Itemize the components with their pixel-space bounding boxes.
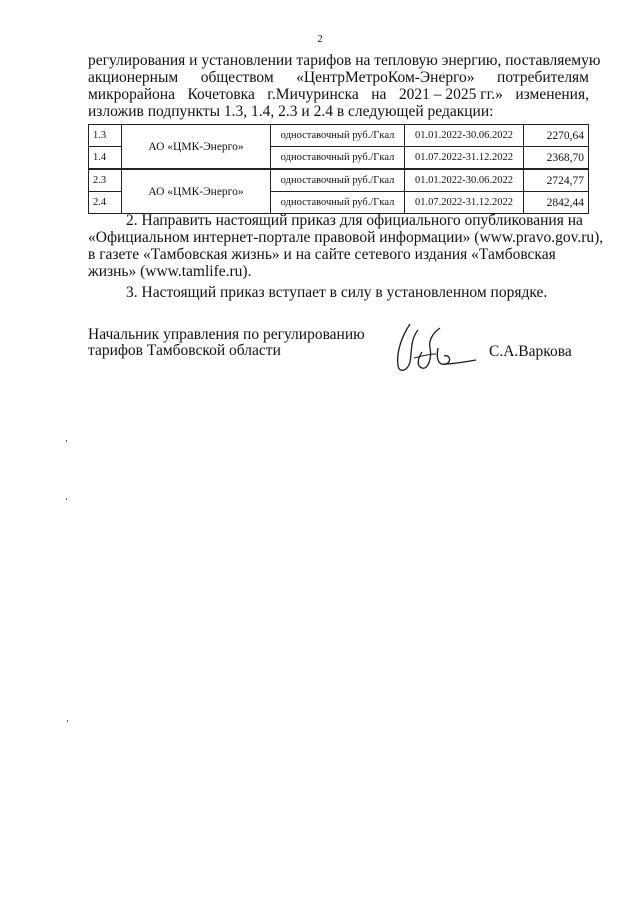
period-cell: 01.01.2022-30.06.2022 bbox=[405, 169, 524, 192]
intro-word: микрорайона bbox=[88, 86, 175, 103]
intro-line-1 bbox=[88, 52, 601, 69]
period-cell: 01.07.2022-31.12.2022 bbox=[405, 192, 524, 214]
row-number: 2.4 bbox=[89, 192, 122, 214]
intro-word: обществом bbox=[200, 69, 274, 86]
tariff-table bbox=[88, 124, 589, 214]
intro-paragraph bbox=[88, 52, 601, 120]
scan-speck bbox=[66, 440, 67, 442]
intro-line-1-text: регулирования и установлении тарифов на тепловую энергию, поставляемую bbox=[88, 52, 601, 69]
organization-cell: АО «ЦМК-Энерго» bbox=[122, 125, 271, 170]
handwritten-signature bbox=[388, 318, 478, 378]
paragraph-2-line-4: жизнь» (www.tamlife.ru). bbox=[88, 263, 252, 280]
intro-line-4: изложив подпункты 1.3, 1.4, 2.3 и 2.4 в следующей редакции: bbox=[88, 103, 494, 120]
scan-speck bbox=[66, 498, 67, 500]
tariff-value-cell: 2724,77 bbox=[524, 169, 589, 192]
intro-word: изменения, bbox=[515, 86, 589, 103]
page-number: 2 bbox=[317, 33, 323, 45]
intro-line-2 bbox=[88, 69, 589, 86]
paragraph-2-line-2: «Официальном интернет-портале правовой информации» (www.pravo.gov.ru), bbox=[88, 229, 604, 246]
scan-speck bbox=[67, 720, 68, 722]
intro-word: акционерным bbox=[88, 69, 179, 86]
intro-line-3 bbox=[88, 86, 589, 103]
paragraph-3-line-1: 3. Настоящий приказ вступает в силу в установленном порядке. bbox=[126, 284, 548, 301]
row-number: 2.3 bbox=[89, 169, 122, 192]
paragraph-3 bbox=[88, 284, 589, 301]
intro-word: на bbox=[371, 86, 387, 103]
position-line-1: Начальник управления по регулированию bbox=[88, 326, 365, 343]
table-row bbox=[89, 169, 589, 192]
intro-word: Кочетовка bbox=[187, 86, 255, 103]
rate-type-cell: одноставочный руб./Гкал bbox=[271, 125, 405, 147]
organization-cell: АО «ЦМК-Энерго» bbox=[122, 169, 271, 214]
table-row bbox=[89, 125, 589, 147]
tariff-value-cell: 2842,44 bbox=[524, 192, 589, 214]
intro-word: потребителям bbox=[497, 69, 589, 86]
row-number: 1.3 bbox=[89, 125, 122, 147]
rate-type-cell: одноставочный руб./Гкал bbox=[271, 147, 405, 170]
paragraph-2-line-3: в газете «Тамбовская жизнь» и на сайте сетевого издания «Тамбовская bbox=[88, 246, 556, 263]
period-cell: 01.01.2022-30.06.2022 bbox=[405, 125, 524, 147]
intro-word: г.Мичуринска bbox=[267, 86, 359, 103]
intro-word: «ЦентрМетроКом-Энерго» bbox=[296, 69, 475, 86]
tariff-value-cell: 2270,64 bbox=[524, 125, 589, 147]
paragraph-2-line-1: 2. Направить настоящий приказ для официального опубликования на bbox=[126, 212, 583, 229]
paragraph-2 bbox=[88, 212, 604, 280]
period-cell: 01.07.2022-31.12.2022 bbox=[405, 147, 524, 170]
intro-word: 2021 – 2025 гг.» bbox=[398, 86, 503, 103]
signer-name: С.А.Варкова bbox=[489, 343, 572, 360]
rate-type-cell: одноставочный руб./Гкал bbox=[271, 169, 405, 192]
signatory-position bbox=[88, 327, 365, 359]
tariff-value-cell: 2368,70 bbox=[524, 147, 589, 170]
position-line-2: тарифов Тамбовской области bbox=[88, 342, 281, 359]
rate-type-cell: одноставочный руб./Гкал bbox=[271, 192, 405, 214]
row-number: 1.4 bbox=[89, 147, 122, 170]
